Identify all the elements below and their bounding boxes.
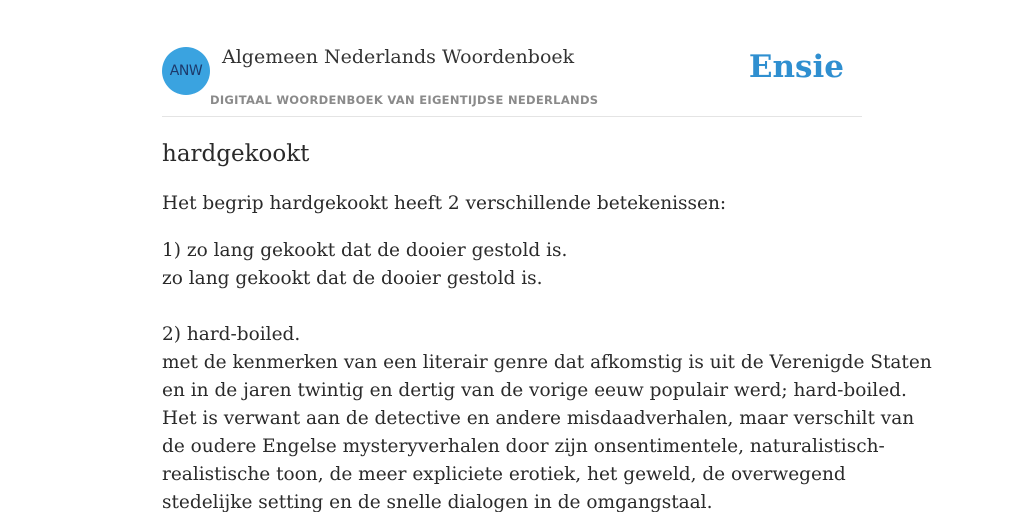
meaning-2-line: met de kenmerken van een literair genre dat afkomstig is uit de Verenigde Staten (162, 352, 932, 373)
meaning-2-line: en in de jaren twintig en dertig van de vorige eeuw populair werd; hard-boiled. (162, 380, 907, 401)
site-subtitle: DIGITAAL WOORDENBOEK VAN EIGENTIJDSE NEDERLANDS (210, 93, 599, 107)
meaning-2-line: de oudere Engelse mysteryverhalen door zijn onsentimentele, naturalistisch- (162, 436, 885, 457)
meanings (162, 237, 932, 512)
meaning-2-line: stedelijke setting en de snelle dialogen in de omgangstaal. (162, 492, 713, 512)
meaning-1-text: zo lang gekookt dat de dooier gestold is. (162, 268, 543, 289)
site-title-link[interactable]: Algemeen Nederlands Woordenboek (222, 46, 575, 68)
headword: hardgekookt (162, 141, 310, 167)
site-header (162, 40, 862, 117)
entry-content (162, 138, 932, 512)
meaning-1-title: 1) zo lang gekookt dat de dooier gestold is. (162, 240, 568, 261)
anw-logo[interactable]: ANW (162, 47, 210, 95)
meaning-2-line: realistische toon, de meer expliciete erotiek, het geweld, de overwegend (162, 464, 846, 485)
spacer (162, 293, 872, 321)
meaning-2-title: 2) hard-boiled. (162, 324, 301, 345)
meaning-2-line: Het is verwant aan de detective en andere misdaadverhalen, maar verschilt van (162, 408, 915, 429)
ensie-brand-link[interactable]: Ensie (748, 49, 844, 85)
entry-intro: Het begrip hardgekookt heeft 2 verschillende betekenissen: (162, 193, 727, 214)
